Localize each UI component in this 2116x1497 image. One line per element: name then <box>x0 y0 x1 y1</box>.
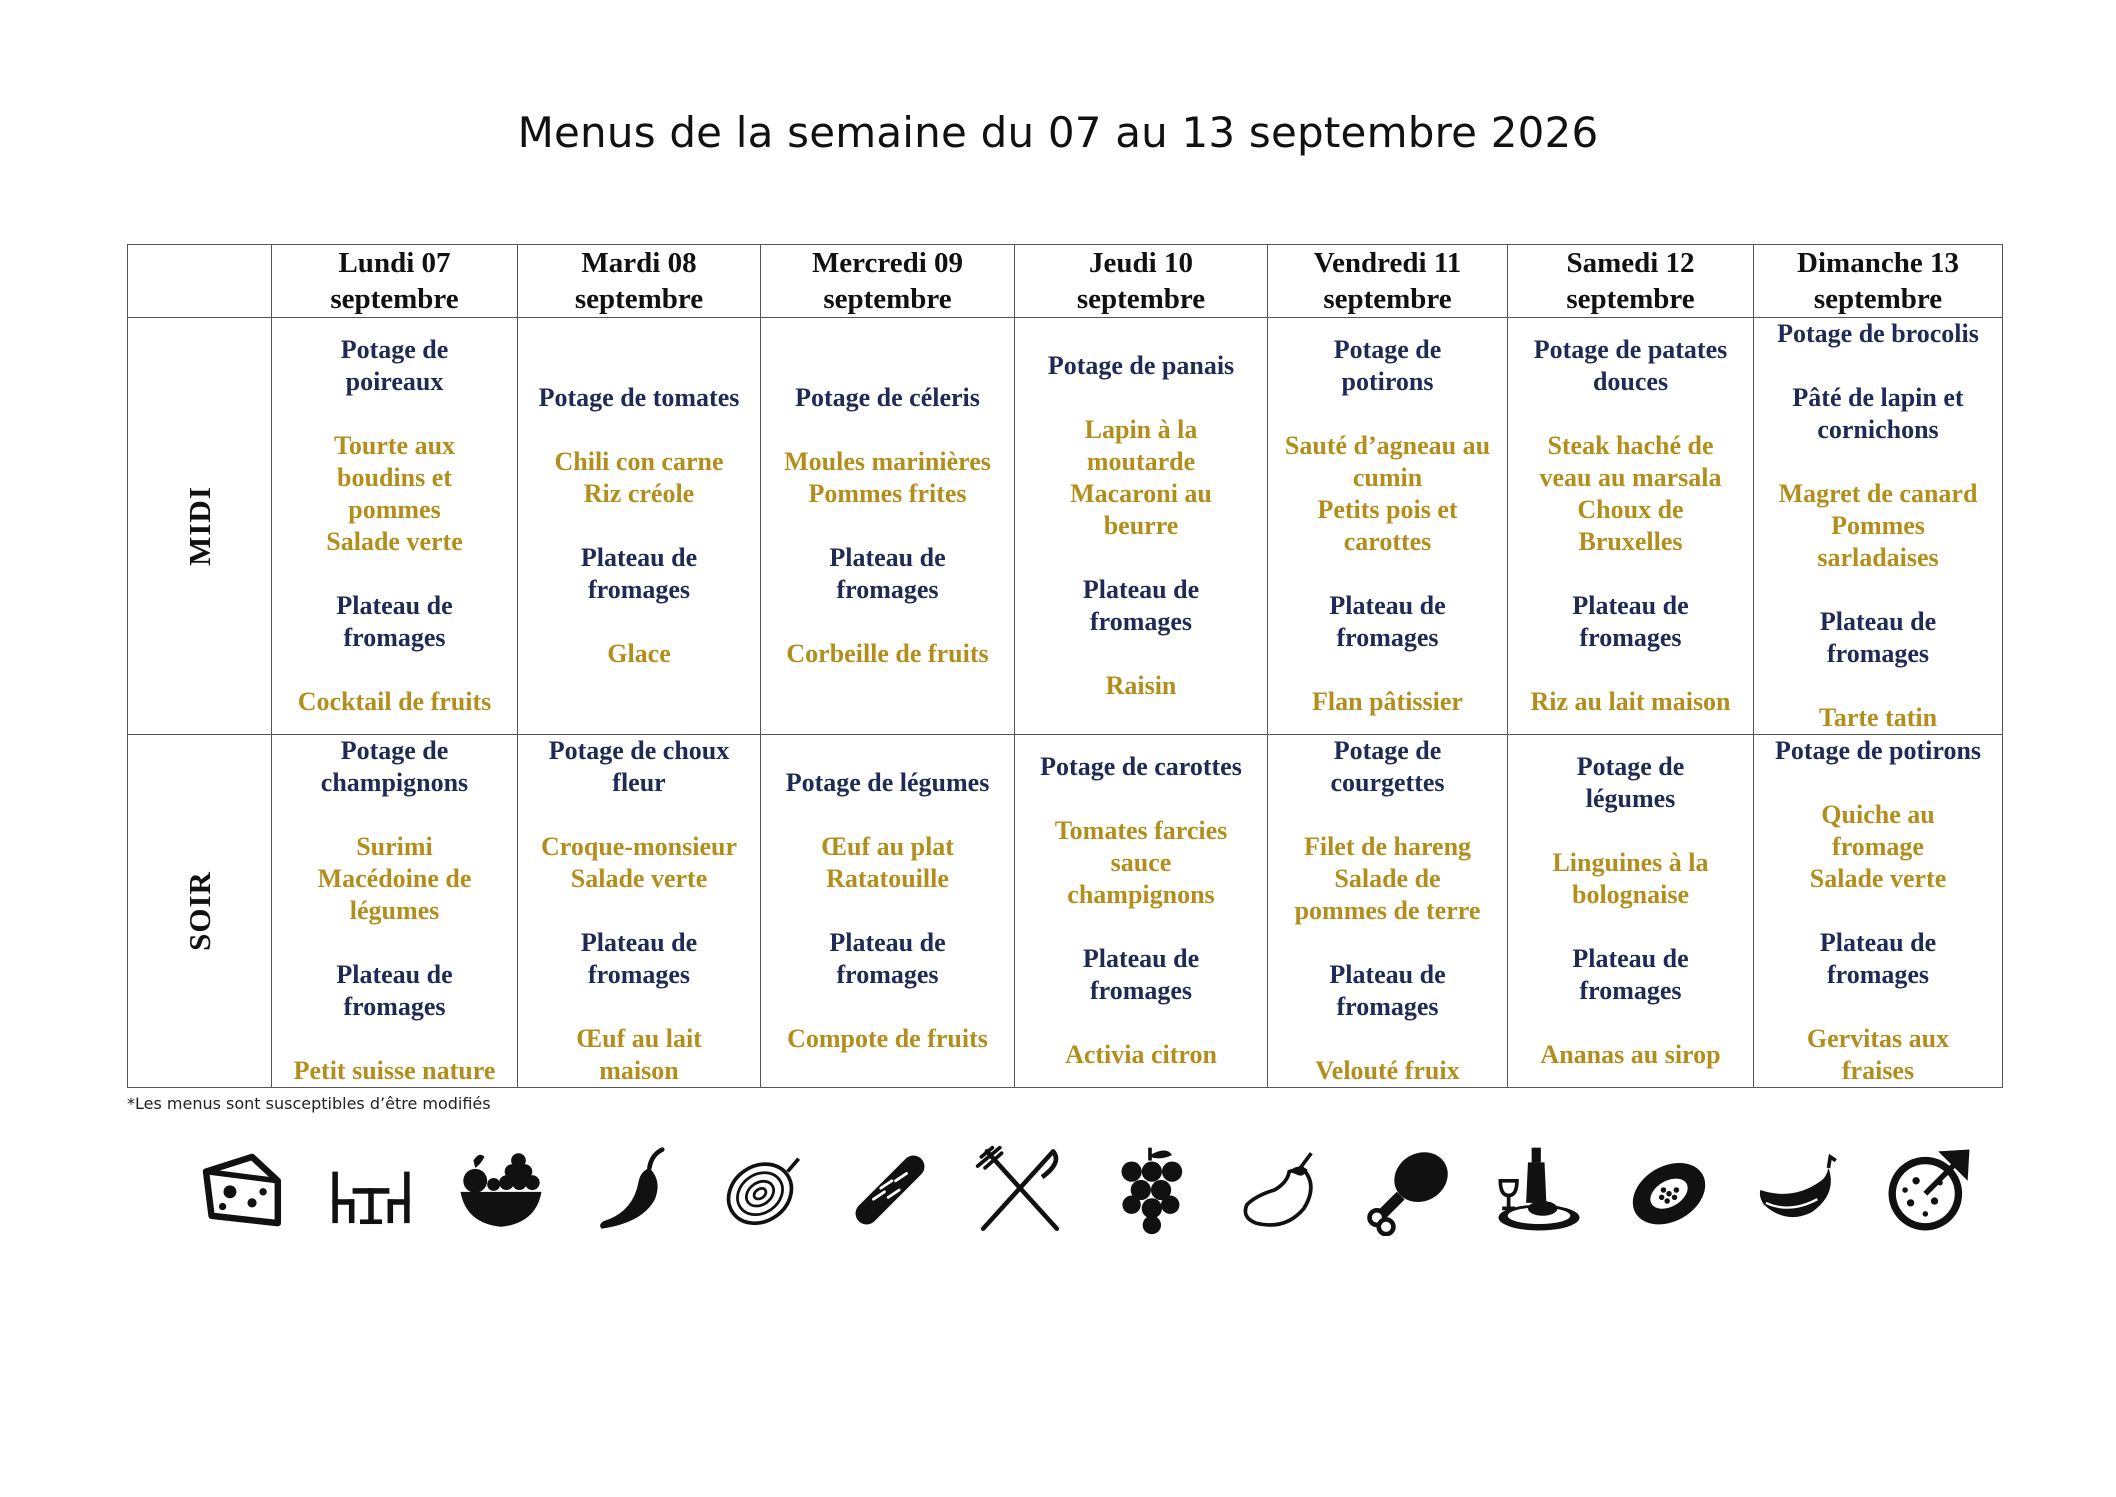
menu-item-line: Petit suisse nature <box>293 1056 496 1085</box>
weekly-menu-table <box>127 244 2003 1088</box>
menu-item-line: pommes <box>348 495 441 524</box>
menu-item-line: Potage de potirons <box>1774 736 1982 765</box>
menu-item-line: boudins et <box>337 463 452 492</box>
chili-pepper-icon <box>585 1144 677 1236</box>
onion-icon <box>714 1144 806 1236</box>
menu-item-line: Sauté d’agneau au <box>1284 431 1491 460</box>
menu-cell <box>1268 318 1508 735</box>
pizza-icon <box>1883 1144 1975 1236</box>
menu-item-line: Potage de carottes <box>1040 752 1242 781</box>
menu-item-line: Glace <box>607 639 671 668</box>
menu-cell <box>761 735 1015 1088</box>
day-month: septembre <box>1323 283 1452 315</box>
menu-item-line: pommes de terre <box>1294 896 1481 925</box>
menu-item-line: Potage de légumes <box>785 768 990 797</box>
day-month: septembre <box>1813 283 1943 315</box>
menu-item-line: Potage de <box>1576 752 1685 781</box>
menu-item-line: fromages <box>1336 992 1439 1021</box>
menu-item-line: carottes <box>1343 527 1432 556</box>
menu-item-line: fromages <box>836 575 939 604</box>
day-name: Jeudi 10 <box>1089 247 1193 279</box>
menu-item-line: Potage de brocolis <box>1777 319 1979 348</box>
grapes-icon <box>1104 1144 1196 1236</box>
menu-item-line: Pâté de lapin et <box>1792 383 1964 412</box>
day-name: Samedi 12 <box>1566 247 1695 279</box>
menu-item-line: sauce <box>1110 848 1172 877</box>
menu-item-line: fromages <box>587 960 691 989</box>
menu-item-line: fromages <box>343 992 446 1021</box>
day-name: Mardi 08 <box>581 247 697 279</box>
menu-cell <box>1754 318 2003 735</box>
menu-item-line: fromages <box>1089 976 1193 1005</box>
menu-item-line: Petits pois et <box>1317 495 1458 524</box>
dining-table-icon <box>325 1144 417 1236</box>
menu-item-line: fromages <box>1826 960 1930 989</box>
menu-item-line: cornichons <box>1817 415 1939 444</box>
menu-item-line: sarladaises <box>1817 543 1939 572</box>
menu-item-line: Moules marinières <box>784 447 991 476</box>
day-name: Dimanche 13 <box>1797 247 1959 279</box>
menu-item-line: fromages <box>343 623 446 652</box>
period-label: SOIR <box>181 871 217 951</box>
corner-cell <box>128 245 272 318</box>
menu-item-line: Flan pâtissier <box>1312 687 1463 716</box>
menu-item-line: Potage de panais <box>1047 351 1235 380</box>
wine-dinner-icon <box>1493 1144 1585 1236</box>
menu-item-line: Plateau de <box>1819 607 1937 636</box>
menu-item-line: champignons <box>1067 880 1215 909</box>
menu-item-line: douces <box>1592 367 1669 396</box>
menu-item-line: Gervitas aux <box>1806 1024 1950 1053</box>
menu-item-line: fromages <box>1579 976 1682 1005</box>
cheese-icon <box>195 1144 287 1236</box>
menu-cell <box>518 318 761 735</box>
papaya-icon <box>1623 1144 1715 1236</box>
menu-cell <box>272 735 518 1088</box>
menu-item-line: courgettes <box>1330 768 1445 797</box>
menu-item-line: Corbeille de fruits <box>786 639 989 668</box>
day-month: septembre <box>330 283 459 315</box>
menu-cell <box>761 318 1015 735</box>
menu-item-line: Plateau de <box>336 960 453 989</box>
menu-item-line: Quiche au <box>1821 800 1935 829</box>
period-row-soir <box>128 735 2003 1088</box>
day-header <box>1508 245 1754 318</box>
menu-item-line: bolognaise <box>1571 880 1690 909</box>
menu-item-line: Tourte aux <box>333 431 456 460</box>
menu-item-line: Salade verte <box>1809 864 1947 893</box>
menu-cell <box>272 318 518 735</box>
day-month: septembre <box>1566 283 1695 315</box>
menu-cell <box>1015 318 1268 735</box>
menu-item-line: Salade verte <box>326 527 463 556</box>
menu-item-line: veau au marsala <box>1539 463 1722 492</box>
page-title: Menus de la semaine du 07 au 13 septembre 2026 <box>517 108 1599 157</box>
menu-item-line: fleur <box>612 768 666 797</box>
menu-item-line: fromages <box>587 575 691 604</box>
menu-item-line: Plateau de <box>829 543 946 572</box>
menu-item-line: Chili con carne <box>554 447 724 476</box>
menu-cell <box>1015 735 1268 1088</box>
menu-cell <box>518 735 761 1088</box>
menu-item-line: Pommes frites <box>808 479 967 508</box>
fork-knife-icon <box>974 1144 1066 1236</box>
fruit-bowl-icon <box>455 1144 547 1236</box>
day-header <box>1754 245 2003 318</box>
menu-item-line: Plateau de <box>1082 944 1200 973</box>
menu-item-line: légumes <box>349 896 440 925</box>
eggplant-icon <box>1234 1144 1326 1236</box>
menu-item-line: Potage de <box>340 335 449 364</box>
menu-item-line: beurre <box>1103 511 1179 540</box>
menu-item-line: cumin <box>1352 463 1423 492</box>
menu-item-line: légumes <box>1585 784 1676 813</box>
menu-item-line: maison <box>599 1056 679 1085</box>
menu-item-line: Choux de <box>1577 495 1684 524</box>
food-icons-row <box>195 1140 1975 1240</box>
day-header <box>1268 245 1508 318</box>
menu-item-line: Cocktail de fruits <box>297 687 492 716</box>
baguette-icon <box>844 1144 936 1236</box>
period-label-cell <box>128 318 272 735</box>
menu-item-line: Plateau de <box>336 591 453 620</box>
menu-item-line: Plateau de <box>1329 960 1446 989</box>
menu-item-line: fromages <box>1826 639 1930 668</box>
day-month: septembre <box>574 283 704 315</box>
menu-item-line: Lapin à la <box>1084 415 1198 444</box>
menu-item-line: Activia citron <box>1065 1040 1217 1069</box>
menu-item-line: Œuf au lait <box>576 1024 702 1053</box>
day-header <box>761 245 1015 318</box>
day-header <box>1015 245 1268 318</box>
menu-cell <box>1754 735 2003 1088</box>
menu-item-line: Riz au lait maison <box>1530 687 1731 716</box>
menu-item-line: fromages <box>836 960 939 989</box>
menu-item-line: Velouté fruix <box>1315 1056 1460 1085</box>
menu-item-line: Potage de tomates <box>538 383 740 412</box>
menu-cell <box>1508 318 1754 735</box>
menu-cell <box>1268 735 1508 1088</box>
menu-item-line: Potage de <box>340 736 449 765</box>
menu-cell <box>1508 735 1754 1088</box>
day-month: septembre <box>823 283 952 315</box>
menu-item-line: fromage <box>1832 832 1924 861</box>
day-month: septembre <box>1076 283 1206 315</box>
day-header <box>272 245 518 318</box>
menu-item-line: Tarte tatin <box>1818 703 1938 732</box>
menu-item-line: Potage de <box>1333 335 1442 364</box>
menu-item-line: Plateau de <box>580 928 698 957</box>
menu-item-line: Magret de canard <box>1778 479 1978 508</box>
menu-item-line: Surimi <box>356 832 433 861</box>
menu-item-line: moutarde <box>1086 447 1196 476</box>
menu-item-line: fromages <box>1579 623 1682 652</box>
menu-item-line: Plateau de <box>829 928 946 957</box>
menu-item-line: champignons <box>320 768 469 797</box>
menu-item-line: Salade de <box>1334 864 1441 893</box>
menu-item-line: Tomates farcies <box>1054 816 1228 845</box>
day-name: Vendredi 11 <box>1313 247 1462 279</box>
period-label-cell <box>128 735 272 1088</box>
menu-item-line: Croque-monsieur <box>541 832 737 861</box>
menu-item-line: Ratatouille <box>826 864 949 893</box>
menu-item-line: fromages <box>1089 607 1193 636</box>
menu-item-line: Bruxelles <box>1578 527 1683 556</box>
menu-item-line: Compote de fruits <box>787 1024 988 1053</box>
day-name: Lundi 07 <box>338 247 451 279</box>
menu-item-line: Plateau de <box>580 543 698 572</box>
menu-item-line: Ananas au sirop <box>1540 1040 1721 1069</box>
chicken-leg-icon <box>1364 1144 1456 1236</box>
menu-item-line: Œuf au plat <box>821 832 954 861</box>
menu-item-line: Raisin <box>1105 671 1177 700</box>
menu-item-line: Riz créole <box>583 479 695 508</box>
menu-item-line: Potage de céleris <box>795 383 980 412</box>
menu-item-line: Potage de patates <box>1533 335 1728 364</box>
day-header-row <box>128 245 2003 318</box>
menu-item-line: Plateau de <box>1572 944 1689 973</box>
menu-body <box>128 318 2003 1088</box>
menu-item-line: Salade verte <box>570 864 708 893</box>
menu-item-line: Potage de <box>1333 736 1442 765</box>
menu-item-line: potirons <box>1341 367 1434 396</box>
day-header <box>518 245 761 318</box>
menu-item-line: Macédoine de <box>317 864 472 893</box>
menu-item-line: Plateau de <box>1819 928 1937 957</box>
menu-item-line: Plateau de <box>1329 591 1446 620</box>
menu-item-line: Linguines à la <box>1552 848 1709 877</box>
period-label: MIDI <box>181 486 217 566</box>
footnote: *Les menus sont susceptibles d’être modifiés <box>127 1094 491 1113</box>
period-row-midi <box>128 318 2003 735</box>
menu-item-line: Steak haché de <box>1547 431 1714 460</box>
menu-item-line: Plateau de <box>1572 591 1689 620</box>
menu-item-line: Filet de hareng <box>1303 832 1472 861</box>
menu-item-line: fraises <box>1841 1056 1915 1085</box>
menu-item-line: Macaroni au <box>1070 479 1212 508</box>
menu-item-line: Plateau de <box>1082 575 1200 604</box>
menu-item-line: Pommes <box>1831 511 1925 540</box>
menu-item-line: poireaux <box>345 367 444 396</box>
day-name: Mercredi 09 <box>811 247 964 279</box>
bananas-icon <box>1753 1144 1845 1236</box>
menu-item-line: Potage de choux <box>548 736 730 765</box>
menu-item-line: fromages <box>1336 623 1439 652</box>
